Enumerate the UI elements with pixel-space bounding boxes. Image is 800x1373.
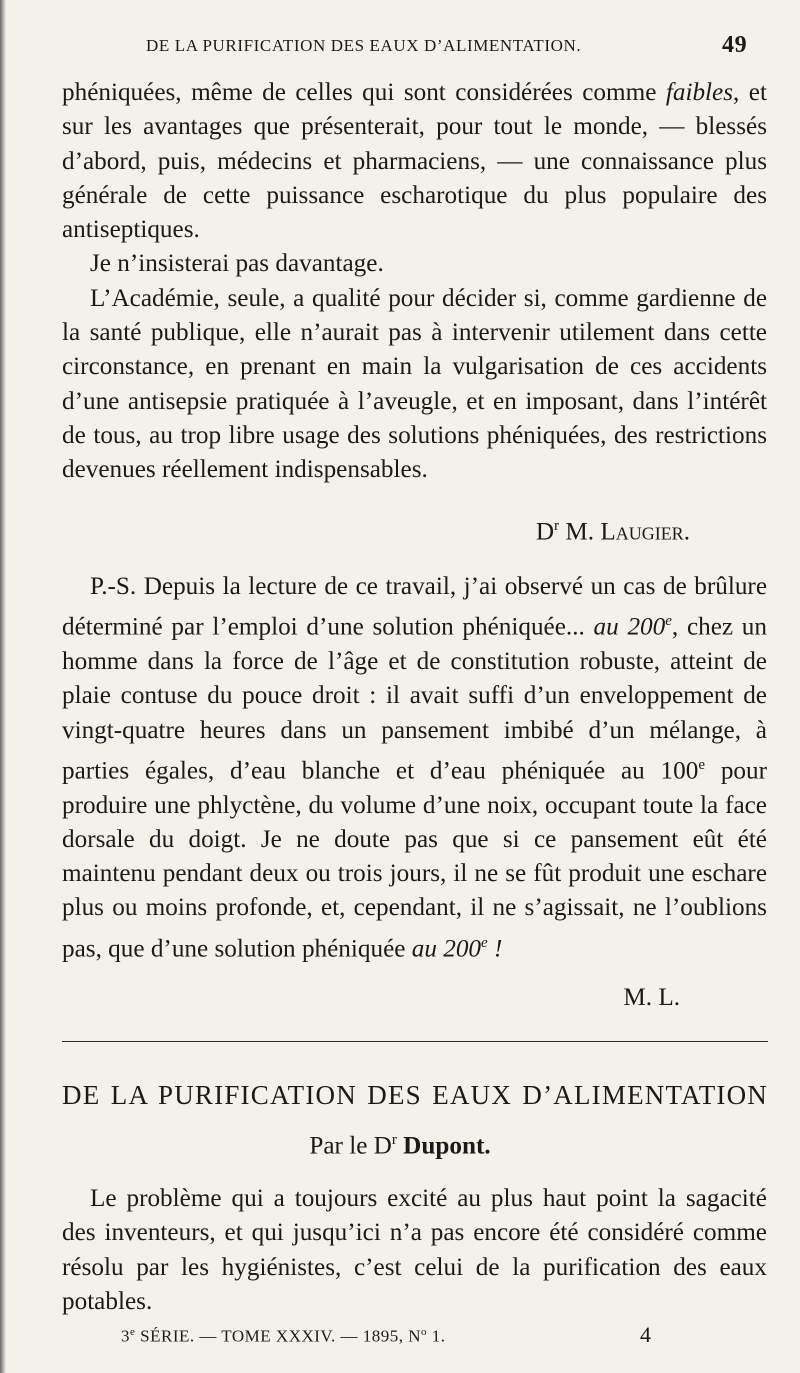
paragraph: Je n’insisterai pas davantage. [90,250,384,278]
dose-sup: e [665,613,672,630]
second-article-body [62,1182,767,1319]
paragraph: L’Académie, seule, a qualité pour décider si, comme gardienne de la santé publique, elle n’aurait pas à intervenir utilement dans cette circonstance, en prenant en main la vulgarisation de ces accidents d’une antisepsie pratiquée à l’aveugle, et en imposant, dans l’intérêt de tous, au trop libre usage des solutions phéniquées, des restrictions devenues réellement indispensables. [62,284,767,484]
paragraph-text-segment: , et sur les avantages que présenterait, pour tout le monde, — blessés d’abord, puis, médecins et pharmaciens, — une connaissance plus générale de cette puissance escharotique du plus populaire des antiseptiques. [62,79,767,244]
series-sup: e [130,1326,136,1338]
signature-title-sup: r [554,518,560,534]
signature-initial: M. [565,518,595,546]
postscript-end: ! [487,935,503,963]
first-article-body [62,76,767,488]
running-title: DE LA PURIFICATION DES EAUX D’ALIMENTATION. [146,36,582,55]
author-signature [0,518,690,546]
postscript-paragraph [62,570,767,966]
paragraph-continuation [62,76,767,247]
section-divider [62,1041,768,1042]
article-title: DE LA PURIFICATION DES EAUX D’ALIMENTATION [62,1080,768,1110]
series-line [121,1326,446,1347]
author-name: Dupont. [403,1132,491,1160]
issue-sup: o [421,1326,428,1338]
postscript-body [62,570,767,966]
signature-name: Laugier. [600,518,690,546]
page-footer [0,1322,800,1352]
dose-emphasis: au 200 [411,935,482,963]
emphasized-word: faibles [665,79,734,106]
article-byline [0,1132,800,1160]
series-text: SÉRIE. — TOME XXXIV. — 1895, N [135,1326,422,1346]
signature-title: D [535,518,555,546]
series-number: 3 [121,1326,130,1346]
postscript-text: P.-S. Depuis la lecture de ce travail, j’ai observé un cas de brûlure déterminé par l’emploi d’une solution phéniquée... [62,573,767,641]
byline-sup: r [391,1132,397,1148]
paragraph-text-segment: phéniquées, même de celles qui sont considérées comme [62,79,666,106]
byline-prefix: Par le D [309,1132,392,1160]
dose-sup: e [481,934,488,951]
page-number: 49 [722,32,748,58]
signature-mark: 4 [640,1322,652,1347]
paragraph: Le problème qui a toujours excité au plus haut point la sagacité des inventeurs, et qui jusqu’ici n’a pas encore été considéré comme résolu par les hygiénistes, c’est celui de la purification des eaux potables. [62,1185,767,1315]
dose-sup: e [698,756,706,773]
postscript-initials: M. L. [623,984,680,1011]
postscript-text: , chez un homme dans la force de l’âge et de constitution robuste, atteint de plaie contuse du pouce droit : il avait suffi d’un enveloppement de vingt-quatre heures dans un pansement imbibé d’un mélange, à parties égales, d’eau blanche et d’eau phéniquée au 100 [62,613,767,785]
page-binding-edge [0,0,6,1373]
issue-number: 1. [427,1326,446,1346]
running-header [0,30,800,60]
postscript-text: pour produire une phlyctène, du volume d’une noix, occupant toute la face dorsale du doigt. Je ne doute pas que si ce pansement eût été maintenu pendant deux ou trois jours, il ne se fût produit une eschare plus ou moins profonde, et, cependant, il ne s’agissait, ne l’oublions pas, que d’une solution phéniquée [62,757,768,963]
paragraph-text [62,79,767,243]
dose-emphasis: au 200 [593,613,666,641]
